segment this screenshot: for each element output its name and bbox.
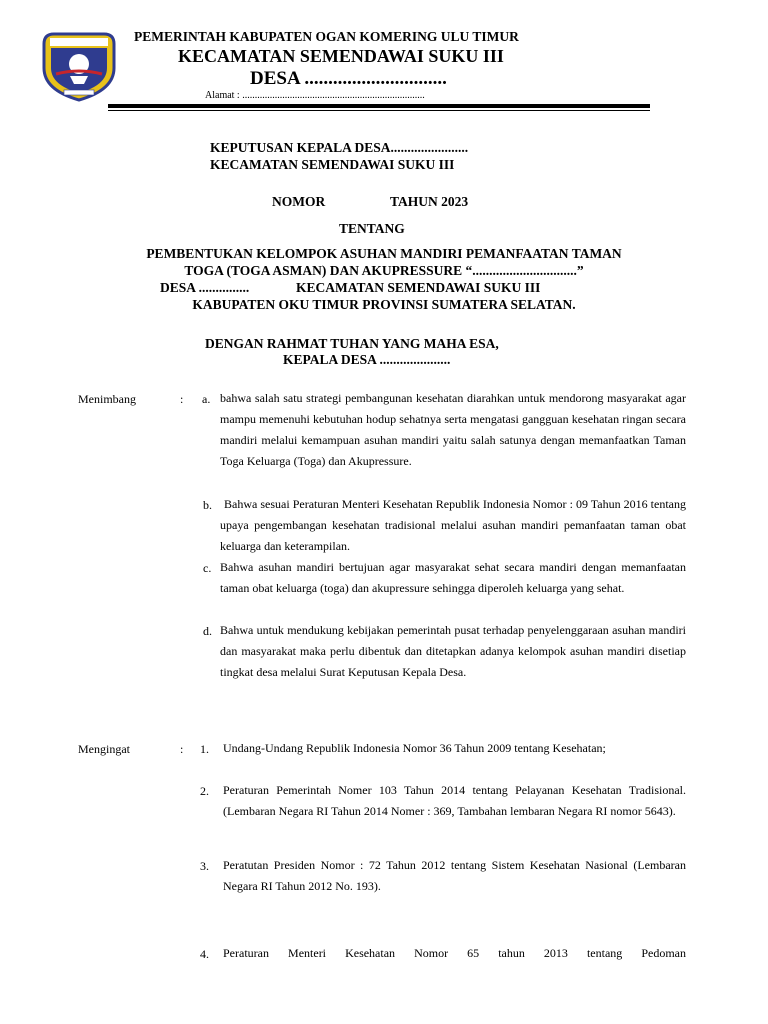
- letterhead-government: PEMERINTAH KABUPATEN OGAN KOMERING ULU TIMUR: [134, 29, 519, 44]
- mengingat-item: Peraturan Pemerintah Nomer 103 Tahun 2014 tentang Pelayanan Kesehatan Tradisional. (Lembaran Negara RI Tahun 2014 Nomer : 369, Tambahan lembaran Negara RI nomor 5643).: [223, 783, 686, 818]
- decree-subject-line1: PEMBENTUKAN KELOMPOK ASUHAN MANDIRI PEMANFAATAN TAMAN: [146, 246, 622, 261]
- decree-subject-village: DESA ...............: [160, 280, 250, 295]
- mengingat-item: Undang-Undang Republik Indonesia Nomor 36 Tahun 2009 tentang Kesehatan;: [223, 741, 606, 755]
- letterhead-rule-thick: [108, 104, 650, 108]
- decree-about: TENTANG: [339, 221, 405, 236]
- mengingat-colon: :: [180, 742, 184, 756]
- decree-subject-district: KECAMATAN SEMENDAWAI SUKU III: [296, 280, 541, 295]
- menimbang-marker: d.: [203, 624, 212, 638]
- menimbang-colon: :: [180, 392, 184, 406]
- regency-logo: [40, 30, 118, 102]
- decree-kepala: KEPALA DESA .....................: [283, 352, 451, 367]
- menimbang-item: Bahwa asuhan mandiri bertujuan agar masyarakat sehat secara mandiri dengan memanfaatan taman obat keluarga (toga) dan akupressure sehingga diperoleh keluarga yang sehat.: [220, 560, 686, 595]
- decree-district: KECAMATAN SEMENDAWAI SUKU III: [210, 157, 455, 172]
- letterhead-address: Alamat : .........................................................................: [205, 90, 425, 101]
- menimbang-item: Bahwa untuk mendukung kebijakan pemerintah pusat terhadap penyelenggaraan asuhan mandiri dan masyarakat maka perlu dibentuk dan ditetapkan adanya kelompok asuhan mandiri disetiap tingkat desa melalui Surat Keputusan Kepala Desa.: [220, 623, 686, 679]
- menimbang-marker: a.: [202, 392, 211, 406]
- menimbang-item: bahwa salah satu strategi pembangunan kesehatan diarahkan untuk mendorong masyarakat agar mampu memenuhi kebutuhan hodup sehatnya serta mengatasi gangguan kesehatan ringan secara mandiri melalui kemampuan asuhan mandiri yaitu salah satunya dengan memanfaatkan Taman Toga Keluarga (Toga) dan Akupressure.: [220, 391, 686, 468]
- letterhead-rule-thin: [108, 110, 650, 111]
- mengingat-item: Peraturan Menteri Kesehatan Nomor 65 tahun 2013 tentang Pedoman: [223, 946, 686, 960]
- decree-rahmat: DENGAN RAHMAT TUHAN YANG MAHA ESA,: [205, 336, 499, 351]
- letterhead-district: KECAMATAN SEMENDAWAI SUKU III: [178, 46, 504, 66]
- decree-subject-line2: TOGA (TOGA ASMAN) DAN AKUPRESSURE “...............................”: [184, 263, 584, 278]
- mengingat-marker: 1.: [200, 742, 209, 756]
- mengingat-marker: 2.: [200, 784, 209, 798]
- menimbang-item: Bahwa sesuai Peraturan Menteri Kesehatan Republik Indonesia Nomor : 09 Tahun 2016 tentang upaya pengembangan kesehatan tradisional melalui asuhan mandiri pemanfaatan taman obat keluarga dan keterampilan.: [220, 497, 686, 553]
- mengingat-label: Mengingat: [78, 742, 130, 756]
- decree-subject-line4: KABUPATEN OKU TIMUR PROVINSI SUMATERA SELATAN.: [192, 297, 576, 312]
- mengingat-marker: 3.: [200, 859, 209, 873]
- mengingat-item: Peratutan Presiden Nomor : 72 Tahun 2012 tentang Sistem Kesehatan Nasional (Lembaran Negara RI Tahun 2012 No. 193).: [223, 858, 686, 893]
- decree-title: KEPUTUSAN KEPALA DESA.......................: [210, 140, 469, 155]
- decree-number: NOMOR: [272, 194, 326, 209]
- decree-year: TAHUN 2023: [390, 194, 469, 209]
- menimbang-marker: c.: [203, 561, 212, 575]
- mengingat-marker: 4.: [200, 947, 209, 961]
- menimbang-label: Menimbang: [78, 392, 136, 406]
- letterhead-village: DESA ..............................: [250, 68, 447, 89]
- menimbang-marker: b.: [203, 498, 212, 512]
